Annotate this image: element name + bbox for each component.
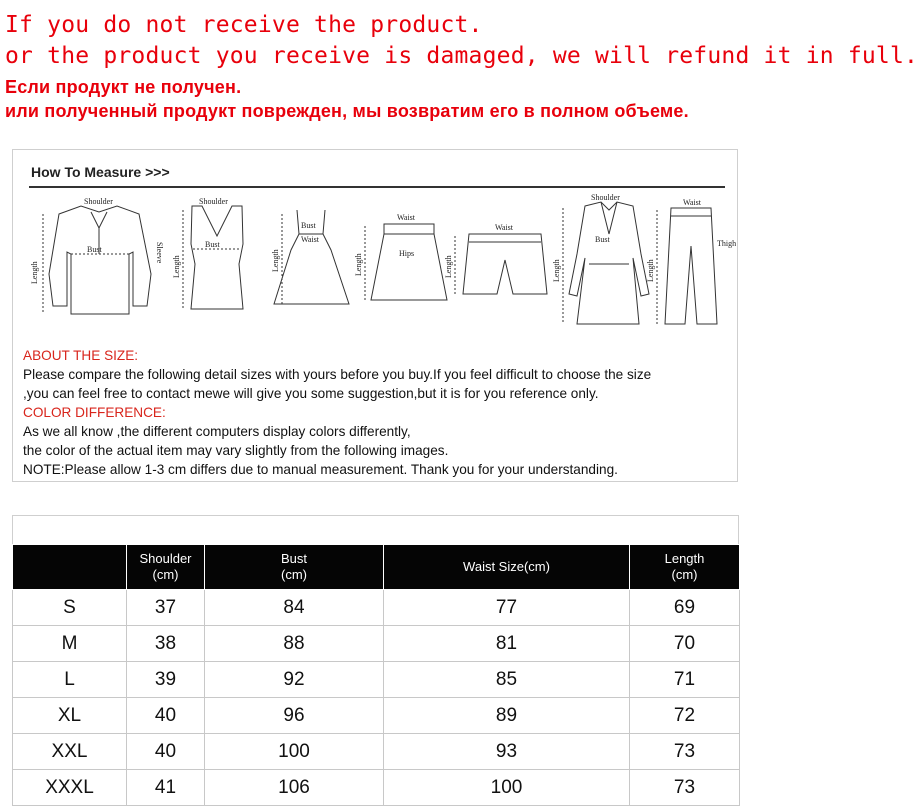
header-bust: Bust (cm) [205, 545, 384, 590]
waist-cell: 100 [384, 770, 630, 806]
how-to-measure-title [31, 164, 170, 180]
bust-cell: 100 [205, 734, 384, 770]
table-row [13, 734, 740, 770]
bust-cell: 88 [205, 626, 384, 662]
table-row [13, 590, 740, 626]
length-cell: 73 [630, 734, 740, 770]
waist-cell: 89 [384, 698, 630, 734]
bust-cell: 84 [205, 590, 384, 626]
waist-cell: 93 [384, 734, 630, 770]
bust-cell: 106 [205, 770, 384, 806]
label-shoulder-coat: Shoulder [591, 193, 620, 202]
length-cell: 73 [630, 770, 740, 806]
table-row [13, 662, 740, 698]
label-length-coat: Length [552, 259, 561, 282]
label-waist-shorts: Waist [495, 223, 514, 232]
header-length: Length (cm) [630, 545, 740, 590]
shorts-sketch-icon [455, 234, 547, 294]
refund-banner [0, 0, 918, 128]
skirt-sketch-icon [365, 224, 447, 300]
title-divider [29, 186, 725, 188]
length-cell: 69 [630, 590, 740, 626]
chevrons-right-icon: >>> [145, 164, 170, 180]
shoulder-cell: 40 [127, 698, 205, 734]
label-length-shorts: Length [444, 255, 453, 278]
table-row [13, 626, 740, 662]
waist-cell: 81 [384, 626, 630, 662]
size-info-text [23, 346, 735, 479]
label-bust-coat: Bust [595, 235, 610, 244]
shoulder-cell: 38 [127, 626, 205, 662]
banner-line-3: Если продукт не получен. [5, 77, 242, 97]
label-waist-dress: Waist [301, 235, 320, 244]
color-difference-heading: COLOR DIFFERENCE: [23, 405, 166, 420]
size-cell: S [13, 590, 127, 626]
pants-sketch-icon [657, 208, 717, 324]
waist-cell: 77 [384, 590, 630, 626]
label-length-blouse: Length [30, 261, 39, 284]
label-bust-dress: Bust [301, 221, 316, 230]
label-bust-tank: Bust [205, 240, 220, 249]
measurement-note: NOTE:Please allow 1-3 cm differs due to manual measurement. Thank you for your understanding. [23, 462, 618, 477]
size-table-header-row [13, 545, 740, 590]
bust-cell: 92 [205, 662, 384, 698]
label-length-tank: Length [172, 255, 181, 278]
size-cell: XXXL [13, 770, 127, 806]
label-sleeve-blouse: Sleeve [155, 242, 164, 264]
label-waist-pants: Waist [683, 198, 702, 207]
shoulder-cell: 37 [127, 590, 205, 626]
label-thigh-pants: Thigh [717, 239, 737, 248]
size-cell: L [13, 662, 127, 698]
header-shoulder: Shoulder (cm) [127, 545, 205, 590]
table-row [13, 698, 740, 734]
size-table-frame [12, 515, 739, 544]
size-cell: XXL [13, 734, 127, 770]
header-waist: Waist Size(cm) [384, 545, 630, 590]
banner-line-2: or the product you receive is damaged, we will refund it in full. [5, 43, 918, 69]
banner-line-4: или полученный продукт поврежден, мы возвратим его в полном объеме. [5, 101, 689, 121]
size-table [12, 544, 740, 806]
color-difference-line-1: As we all know ,the different computers display colors differently, [23, 424, 411, 439]
length-cell: 71 [630, 662, 740, 698]
shoulder-cell: 41 [127, 770, 205, 806]
how-to-measure-title-text: How To Measure [31, 164, 142, 180]
label-shoulder-blouse: Shoulder [84, 197, 113, 206]
label-length-dress: Length [271, 249, 280, 272]
label-bust-blouse: Bust [87, 245, 102, 254]
banner-line-1: If you do not receive the product. [5, 12, 483, 38]
tank-top-sketch-icon [183, 206, 243, 309]
bust-cell: 96 [205, 698, 384, 734]
blouse-sketch-icon [43, 206, 151, 314]
label-shoulder-tank: Shoulder [199, 197, 228, 206]
size-cell: XL [13, 698, 127, 734]
shoulder-cell: 40 [127, 734, 205, 770]
measurement-diagram [29, 193, 737, 344]
length-cell: 70 [630, 626, 740, 662]
label-waist-skirt: Waist [397, 213, 416, 222]
waist-cell: 85 [384, 662, 630, 698]
color-difference-line-2: the color of the actual item may vary slightly from the following images. [23, 443, 449, 458]
shoulder-cell: 39 [127, 662, 205, 698]
about-size-line-2: ,you can feel free to contact mewe will give you some suggestion,but it is for you reference only. [23, 386, 599, 401]
size-cell: M [13, 626, 127, 662]
label-hips-skirt: Hips [399, 249, 415, 258]
trench-coat-sketch-icon [563, 202, 649, 324]
length-cell: 72 [630, 698, 740, 734]
table-row [13, 770, 740, 806]
header-size [13, 545, 127, 590]
about-size-heading: ABOUT THE SIZE: [23, 348, 139, 363]
label-length-pants: Length [646, 259, 655, 282]
label-length-skirt: Length [354, 253, 363, 276]
how-to-measure-panel [12, 149, 738, 482]
about-size-line-1: Please compare the following detail sizes with yours before you buy.If you feel difficult to choose the size [23, 367, 652, 382]
